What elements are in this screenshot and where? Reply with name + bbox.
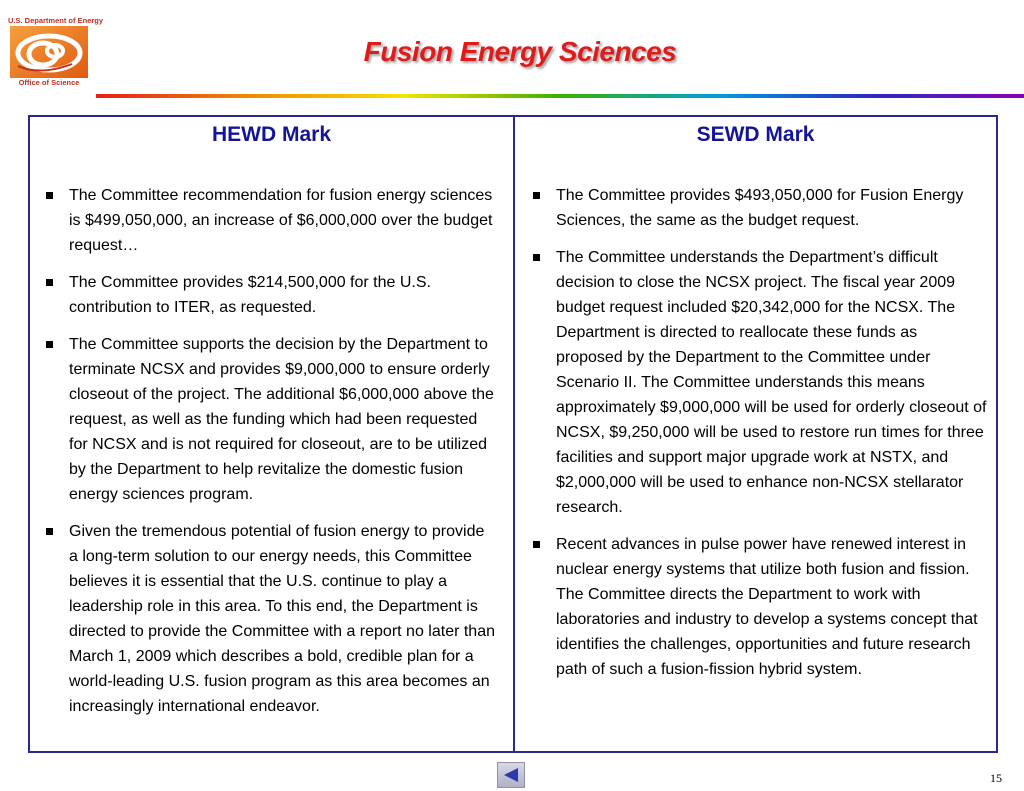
list-item: [44, 332, 496, 507]
logo-top-text: U.S. Department of Energy: [8, 16, 104, 25]
hewd-column: [30, 117, 513, 751]
bullet-square-icon: [46, 528, 53, 535]
back-button[interactable]: [497, 762, 525, 788]
comparison-table: [28, 115, 998, 753]
list-item: [531, 183, 987, 233]
bullet-text: The Committee provides $493,050,000 for Fusion Energy Sciences, the same as the budget request.: [556, 187, 964, 229]
bullet-square-icon: [46, 341, 53, 348]
bullet-text: The Committee understands the Department’s difficult decision to close the NCSX project. The fiscal year 2009 budget request included $20,342,000 for the NCSX. The Department is directed to reallocate these funds as proposed by the Department to the Committee under Scenario II. The Committee understands this means approximately $9,000,000 will be used for orderly closeout of NCSX, $9,250,000 will be used to restore run times for three facilities and support major upgrade work at NSTX, and $2,000,000 will be used to enhance non-NCSX stellarator research.: [556, 249, 987, 516]
bullet-square-icon: [533, 192, 540, 199]
bullet-square-icon: [533, 254, 540, 261]
bullet-text: The Committee provides $214,500,000 for the U.S. contribution to ITER, as requested.: [69, 274, 431, 316]
sewd-bullet-list: [531, 183, 987, 694]
list-item: [531, 532, 987, 682]
doe-office-of-science-icon: [10, 26, 88, 78]
back-arrow-icon: [502, 767, 520, 783]
bullet-square-icon: [46, 192, 53, 199]
list-item: [44, 519, 496, 719]
page-title: Fusion Energy Sciences: [363, 36, 677, 67]
list-item: [531, 245, 987, 520]
sewd-column: [515, 117, 996, 751]
rainbow-divider: [96, 94, 1024, 98]
bullet-text: The Committee supports the decision by the Department to terminate NCSX and provides $9,000,000 to ensure orderly closeout of the project. The additional $6,000,000 above the request, as well as the funding which had been requested for NCSX and is not required for closeout, are to be utilized by the Department to help revitalize the domestic fusion energy sciences program.: [69, 336, 494, 503]
logo-bottom-text: Office of Science: [18, 78, 80, 87]
list-item: [44, 183, 496, 258]
doe-logo: [8, 16, 104, 88]
bullet-text: The Committee recommendation for fusion energy sciences is $499,050,000, an increase of $6,000,000 over the budget request…: [69, 187, 493, 254]
hewd-heading: HEWD Mark: [211, 123, 332, 146]
bullet-square-icon: [533, 541, 540, 548]
hewd-bullet-list: [44, 183, 496, 731]
sewd-heading: SEWD Mark: [696, 123, 815, 146]
page-number: 15: [990, 771, 1002, 785]
list-item: [44, 270, 496, 320]
bullet-square-icon: [46, 279, 53, 286]
bullet-text: Given the tremendous potential of fusion energy to provide a long-term solution to our energy needs, this Committee believes it is essential that the U.S. continue to play a leadership role in this area. To this end, the Department is directed to provide the Committee with a report no later than March 1, 2009 which describes a bold, credible plan for a world-leading U.S. fusion program as this area becomes an increasingly international endeavor.: [69, 523, 495, 715]
bullet-text: Recent advances in pulse power have renewed interest in nuclear energy systems that utilize both fusion and fission. The Committee directs the Department to work with laboratories and industry to develop a systems concept that identifies the challenges, opportunities and future research path of such a fusion-fission hybrid system.: [556, 536, 978, 678]
